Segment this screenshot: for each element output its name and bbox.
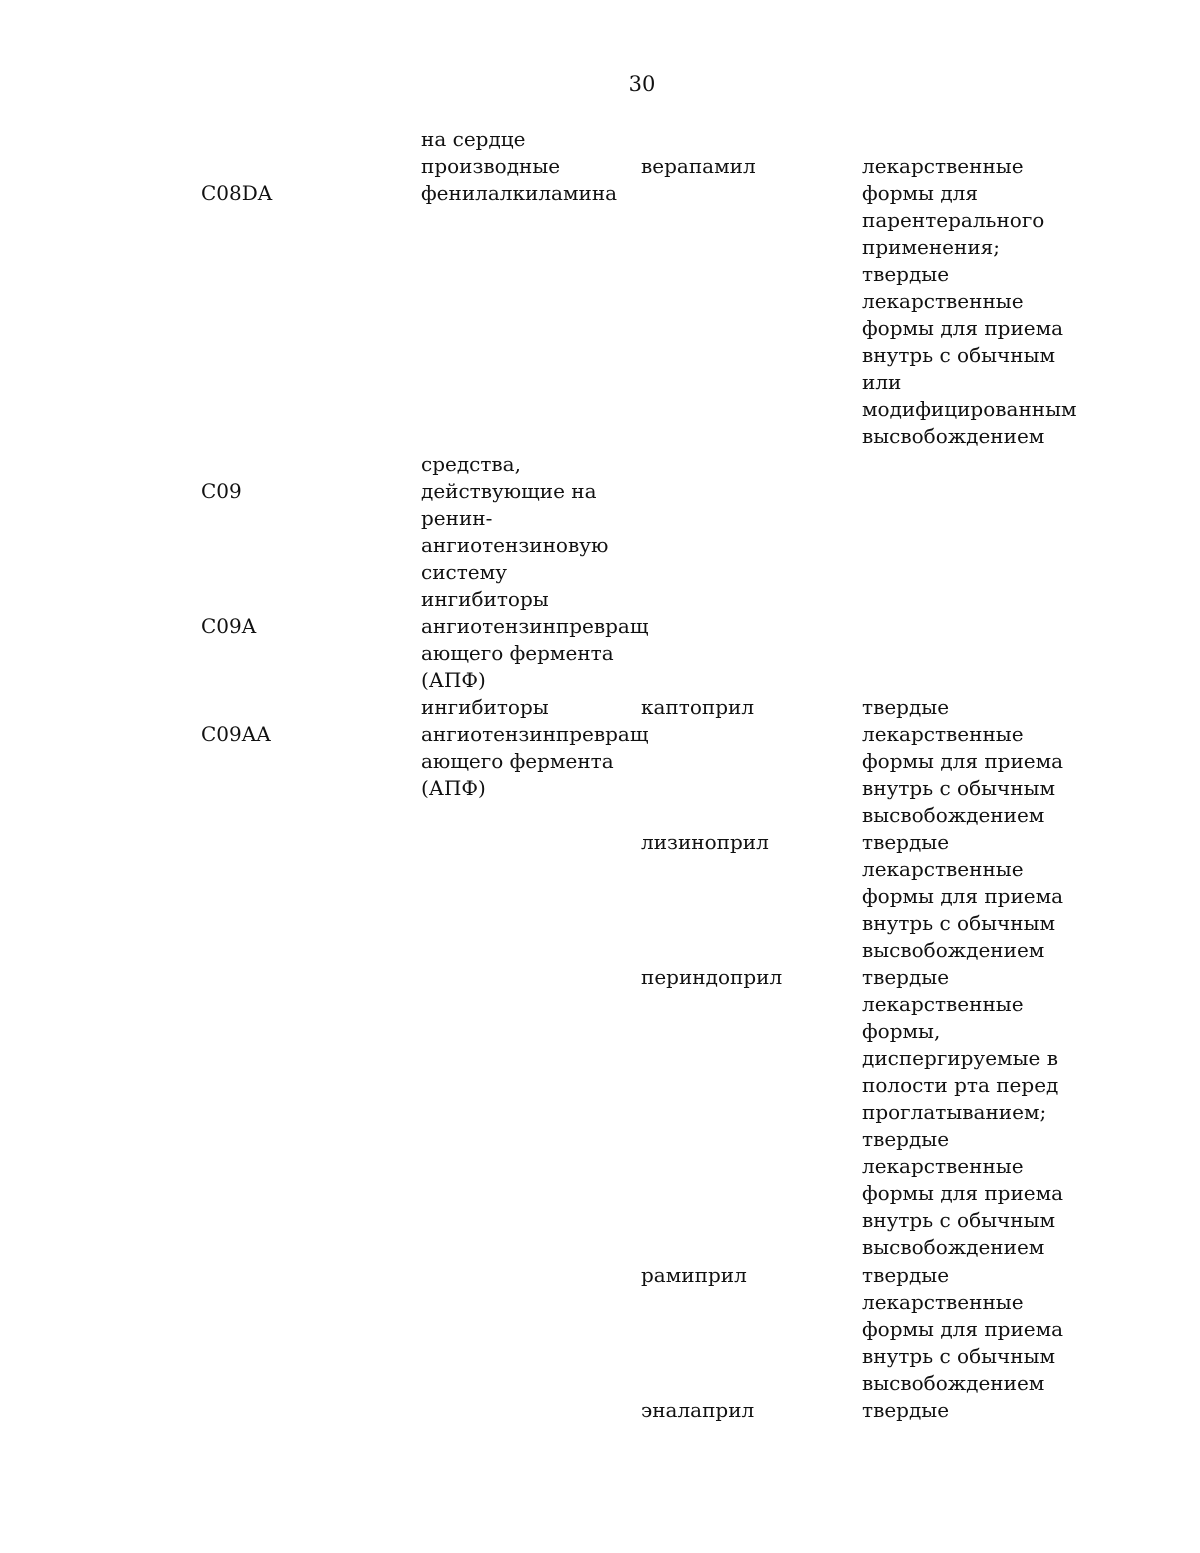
atc-group-c09a: ингибиторы ангиотензинпревращ ающего фермента (АПФ) [421,587,649,692]
atc-group-c08da: производные фенилалкиламина [421,154,618,205]
page-number: 30 [628,72,656,96]
atc-code-c08da: C08DA [201,181,273,205]
atc-code-c09: C09 [201,479,242,503]
atc-code-c09a: C09A [201,614,257,638]
atc-code-c09aa: C09AA [201,722,271,746]
atc-group-c09: средства, действующие на ренин- ангиотензиновую систему [421,452,609,584]
dosage-form-ramipril: твердые лекарственные формы для приема внутрь с обычным высвобождением [862,1263,1064,1395]
drug-verapamil: верапамил [641,154,756,178]
drug-enalapril: эналаприл [641,1398,755,1422]
drug-lisinopril: лизиноприл [641,830,769,854]
dosage-form-enalapril: твердые [862,1398,950,1422]
dosage-form-verapamil: лекарственные формы для парентерального применения; твердые лекарственные формы для приема внутрь с обычным или модифицированным высвобождением [862,154,1077,448]
group-continuation: на сердце [421,127,526,151]
drug-ramipril: рамиприл [641,1263,747,1287]
dosage-form-lisinopril: твердые лекарственные формы для приема внутрь с обычным высвобождением [862,830,1064,962]
drug-perindopril: периндоприл [641,965,783,989]
atc-group-c09aa: ингибиторы ангиотензинпревращ ающего фермента (АПФ) [421,695,649,800]
drug-captopril: каптоприл [641,695,755,719]
dosage-form-perindopril: твердые лекарственные формы, диспергируемые в полости рта перед проглатыванием; твердые лекарственные формы для приема внутрь с обычным высвобождением [862,965,1064,1259]
dosage-form-captopril: твердые лекарственные формы для приема внутрь с обычным высвобождением [862,695,1064,827]
